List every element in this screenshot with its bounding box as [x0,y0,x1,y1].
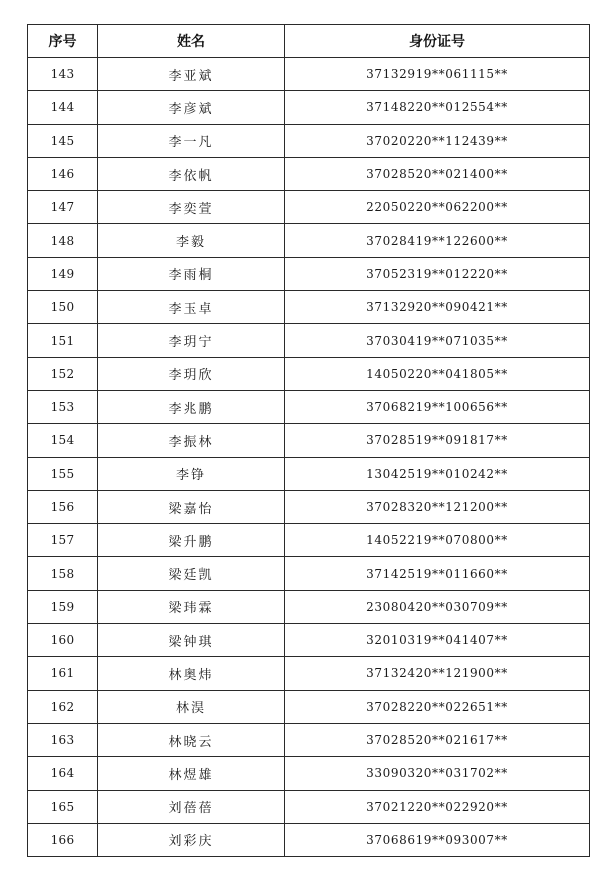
table-row [28,91,590,124]
table-row [28,424,590,457]
id-number-cell: 23080420**030709** [285,590,590,623]
table-row [28,790,590,823]
serial-number-cell: 159 [28,590,98,623]
name-cell: 李铮 [98,457,285,490]
id-number-cell: 37028519**091817** [285,424,590,457]
name-cell: 李玥宁 [98,324,285,357]
serial-number-cell: 164 [28,757,98,790]
id-number-cell: 37148220**012554** [285,91,590,124]
table-row [28,557,590,590]
serial-number-cell: 147 [28,191,98,224]
name-cell: 李亚斌 [98,58,285,91]
table-row [28,624,590,657]
serial-number-cell: 151 [28,324,98,357]
name-cell: 梁钟琪 [98,624,285,657]
name-cell: 刘蓓蓓 [98,790,285,823]
serial-number-cell: 153 [28,390,98,423]
header-row [28,25,590,58]
id-number-cell: 22050220**062200** [285,191,590,224]
name-cell: 刘彩庆 [98,823,285,856]
table-row [28,124,590,157]
document-page [27,24,589,857]
table-row [28,324,590,357]
serial-number-cell: 143 [28,58,98,91]
table-row [28,390,590,423]
header-id-number: 身份证号 [285,25,590,58]
table-row [28,524,590,557]
id-number-cell: 37030419**071035** [285,324,590,357]
roster-table [27,24,590,857]
id-number-cell: 37028320**121200** [285,490,590,523]
serial-number-cell: 161 [28,657,98,690]
id-number-cell: 37142519**011660** [285,557,590,590]
id-number-cell: 37132920**090421** [285,291,590,324]
name-cell: 林淏 [98,690,285,723]
table-row [28,757,590,790]
table-row [28,157,590,190]
serial-number-cell: 154 [28,424,98,457]
table-row [28,257,590,290]
name-cell: 李玥欣 [98,357,285,390]
table-row [28,657,590,690]
name-cell: 梁廷凯 [98,557,285,590]
name-cell: 李一凡 [98,124,285,157]
serial-number-cell: 145 [28,124,98,157]
table-body [28,58,590,857]
table-row [28,357,590,390]
serial-number-cell: 163 [28,723,98,756]
id-number-cell: 37068619**093007** [285,823,590,856]
id-number-cell: 37021220**022920** [285,790,590,823]
name-cell: 梁升鹏 [98,524,285,557]
header-name: 姓名 [98,25,285,58]
name-cell: 李玉卓 [98,291,285,324]
name-cell: 李雨桐 [98,257,285,290]
table-row [28,191,590,224]
serial-number-cell: 150 [28,291,98,324]
id-number-cell: 33090320**031702** [285,757,590,790]
table-row [28,590,590,623]
id-number-cell: 37028419**122600** [285,224,590,257]
serial-number-cell: 160 [28,624,98,657]
serial-number-cell: 149 [28,257,98,290]
serial-number-cell: 155 [28,457,98,490]
name-cell: 梁嘉怡 [98,490,285,523]
id-number-cell: 37132919**061115** [285,58,590,91]
id-number-cell: 13042519**010242** [285,457,590,490]
name-cell: 李依帆 [98,157,285,190]
table-row [28,823,590,856]
id-number-cell: 14050220**041805** [285,357,590,390]
serial-number-cell: 146 [28,157,98,190]
table-row [28,490,590,523]
id-number-cell: 37028520**021617** [285,723,590,756]
id-number-cell: 37020220**112439** [285,124,590,157]
table-row [28,291,590,324]
serial-number-cell: 165 [28,790,98,823]
serial-number-cell: 162 [28,690,98,723]
serial-number-cell: 144 [28,91,98,124]
name-cell: 林晓云 [98,723,285,756]
name-cell: 李兆鹏 [98,390,285,423]
table-header [28,25,590,58]
name-cell: 林奥炜 [98,657,285,690]
id-number-cell: 37068219**100656** [285,390,590,423]
header-serial-number: 序号 [28,25,98,58]
name-cell: 李振林 [98,424,285,457]
serial-number-cell: 152 [28,357,98,390]
id-number-cell: 37052319**012220** [285,257,590,290]
table-row [28,58,590,91]
table-row [28,224,590,257]
id-number-cell: 37132420**121900** [285,657,590,690]
serial-number-cell: 158 [28,557,98,590]
serial-number-cell: 157 [28,524,98,557]
id-number-cell: 37028520**021400** [285,157,590,190]
serial-number-cell: 148 [28,224,98,257]
serial-number-cell: 166 [28,823,98,856]
name-cell: 梁玮霖 [98,590,285,623]
table-row [28,690,590,723]
id-number-cell: 37028220**022651** [285,690,590,723]
name-cell: 林煜雄 [98,757,285,790]
table-row [28,457,590,490]
id-number-cell: 32010319**041407** [285,624,590,657]
serial-number-cell: 156 [28,490,98,523]
id-number-cell: 14052219**070800** [285,524,590,557]
name-cell: 李奕萱 [98,191,285,224]
name-cell: 李毅 [98,224,285,257]
name-cell: 李彦斌 [98,91,285,124]
table-row [28,723,590,756]
